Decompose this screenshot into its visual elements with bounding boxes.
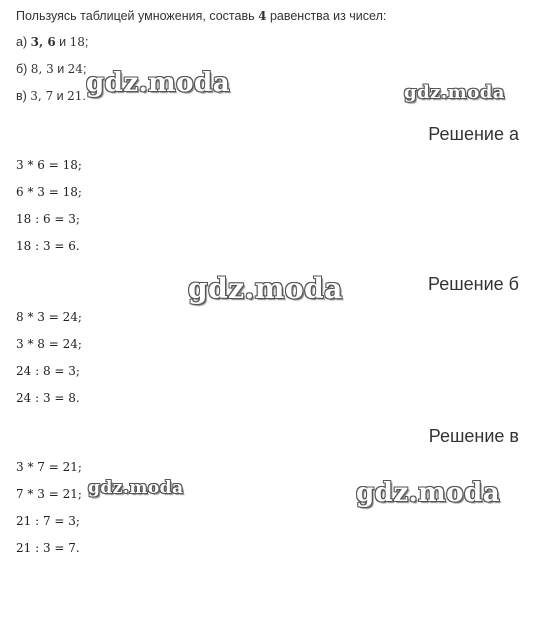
solution-c-heading: Решение в [428, 426, 519, 446]
solution-a-equation-4: 18 : 3 = 6. [16, 239, 80, 253]
task-number: 24 [67, 62, 83, 76]
task-intro-text: Пользуясь таблицей умножения, составь [16, 9, 259, 23]
solution-c-equation-4: 21 : 3 = 7. [16, 541, 80, 555]
task-separator: и [53, 62, 68, 76]
solution-b-equation-4: 24 : 3 = 8. [16, 391, 80, 405]
solution-b-equation-1: 8 * 3 = 24; [16, 310, 82, 324]
task-separator: и [53, 89, 68, 103]
task-item-end: ; [84, 35, 89, 49]
watermark-logo: gdz.moda [404, 82, 505, 103]
task-intro [16, 8, 386, 24]
solution-c-equation-2: 7 * 3 = 21; [16, 487, 82, 501]
task-separator: , [38, 35, 48, 49]
task-item-prefix: б) [16, 62, 31, 76]
task-number: 18 [69, 35, 85, 49]
task-number: 6 [47, 35, 56, 49]
watermark-logo: gdz.moda [356, 478, 501, 508]
watermark-logo: gdz.moda [88, 478, 184, 498]
solution-b-equation-3: 24 : 8 = 3; [16, 364, 80, 378]
task-intro-tail: равенства из чисел: [266, 9, 387, 23]
solution-c-equation-1: 3 * 7 = 21; [16, 460, 82, 474]
task-number: 3 [46, 62, 54, 76]
solution-a-equation-3: 18 : 6 = 3; [16, 212, 80, 226]
solution-a-equation-2: 6 * 3 = 18; [16, 185, 82, 199]
task-separator: и [55, 35, 70, 49]
task-item-end: . [82, 89, 86, 103]
task-separator: , [37, 89, 46, 103]
solution-b-equation-2: 3 * 8 = 24; [16, 337, 82, 351]
solution-b-heading: Решение б [428, 274, 519, 294]
task-item-prefix: а) [16, 35, 31, 49]
task-number: 3 [30, 35, 39, 49]
watermark-logo: gdz.moda [86, 68, 231, 98]
solution-c-equation-3: 21 : 7 = 3; [16, 514, 80, 528]
watermark-logo: gdz.moda [188, 272, 343, 305]
task-item-prefix: в) [16, 89, 31, 103]
task-item-c [16, 88, 86, 104]
task-number: 21 [67, 89, 83, 103]
task-number: 8 [30, 62, 39, 76]
solution-a-equation-1: 3 * 6 = 18; [16, 158, 82, 172]
task-separator: , [38, 62, 47, 76]
task-intro-number: 4 [258, 9, 267, 23]
task-item-a [16, 34, 88, 50]
task-number: 7 [45, 89, 54, 103]
task-item-b [16, 61, 86, 77]
task-item-end: ; [82, 62, 87, 76]
solution-a-heading: Решение а [428, 124, 519, 144]
task-number: 3 [30, 89, 38, 103]
